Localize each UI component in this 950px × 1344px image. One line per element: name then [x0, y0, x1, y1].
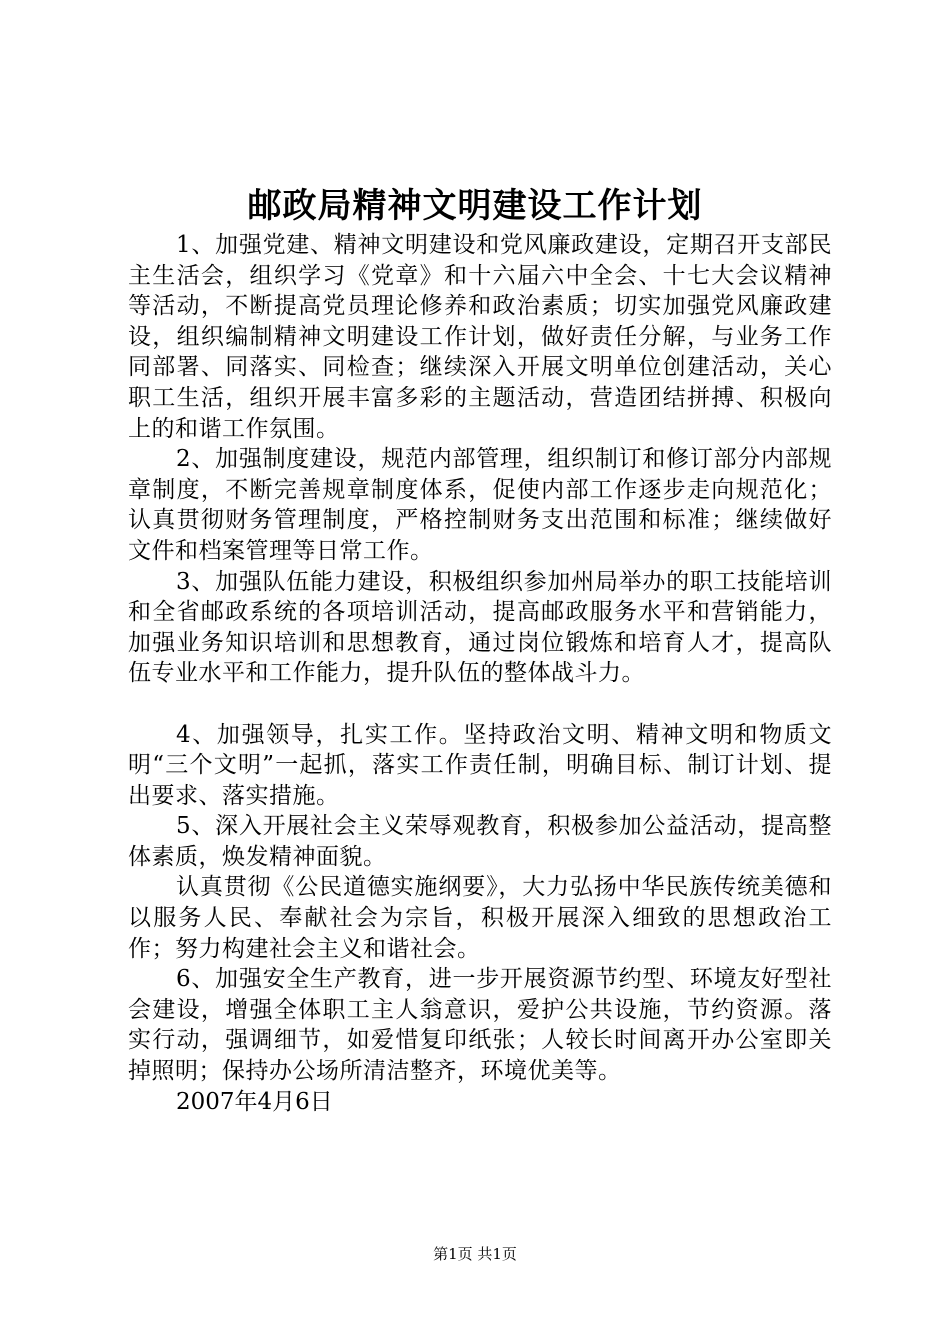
paragraph-3: 3、加强队伍能力建设，积极组织参加州局举办的职工技能培训和全省邮政系统的各项培训活动，提高邮政服务水平和营销能力，加强业务知识培训和思想教育，通过岗位锻炼和培育人才，提高队伍专业水平和工作能力，提升队伍的整体战斗力。 — [128, 568, 832, 687]
blank-line — [128, 689, 832, 720]
paragraph-1: 1、加强党建、精神文明建设和党风廉政建设，定期召开支部民主生活会，组织学习《党章》和十六届六中全会、十七大会议精神等活动，不断提高党员理论修养和政治素质；切实加强党风廉政建设，组织编制精神文明建设工作计划，做好责任分解，与业务工作同部署、同落实、同检查；继续深入开展文明单位创建活动，关心职工生活，组织开展丰富多彩的主题活动，营造团结拼搏、积极向上的和谐工作氛围。 — [128, 232, 832, 442]
document-body — [128, 230, 832, 1117]
paragraph-5: 5、深入开展社会主义荣辱观教育，积极参加公益活动，提高整体素质，焕发精神面貌。 — [128, 813, 832, 870]
paragraph-5-continued: 认真贯彻《公民道德实施纲要》，大力弘扬中华民族传统美德和以服务人民、奉献社会为宗旨，积极开展深入细致的思想政治工作；努力构建社会主义和谐社会。 — [128, 874, 832, 962]
paragraph-6: 6、加强安全生产教育，进一步开展资源节约型、环境友好型社会建设，增强全体职工主人翁意识，爱护公共设施，节约资源。落实行动，强调细节，如爱惜复印纸张；人较长时间离开办公室即关掉照明；保持办公场所清洁整齐，环境优美等。 — [128, 966, 832, 1085]
document-title: 邮政局精神文明建设工作计划 — [247, 186, 703, 226]
paragraph-4: 4、加强领导，扎实工作。坚持政治文明、精神文明和物质文明“三个文明”一起抓，落实工作责任制，明确目标、制订计划、提出要求、落实措施。 — [128, 721, 832, 809]
page-number-footer: 第1页 共1页 — [433, 1245, 517, 1263]
document-date: 2007年4月6日 — [176, 1088, 333, 1115]
paragraph-2: 2、加强制度建设，规范内部管理，组织制订和修订部分内部规章制度，不断完善规章制度体系，促使内部工作逐步走向规范化；认真贯彻财务管理制度，严格控制财务支出范围和标准；继续做好文件和档案管理等日常工作。 — [128, 446, 832, 564]
